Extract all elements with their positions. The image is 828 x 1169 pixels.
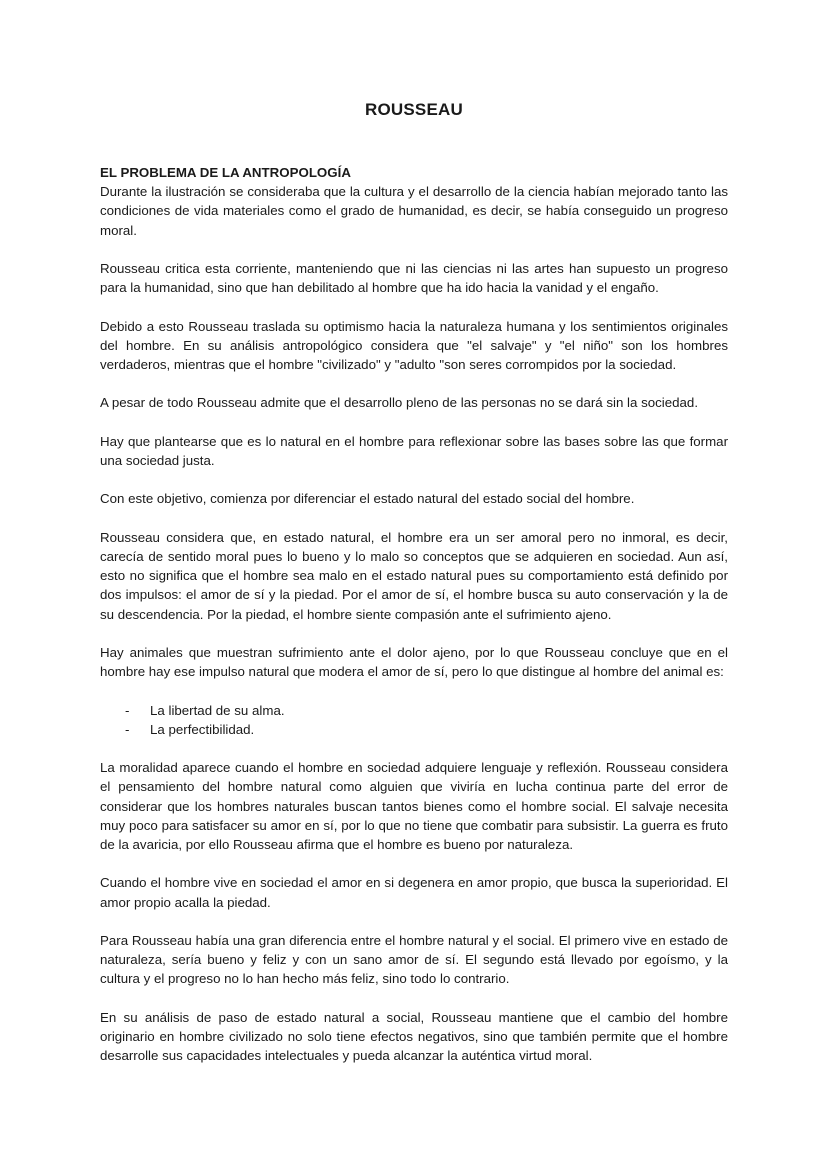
- paragraph: Hay animales que muestran sufrimiento ante el dolor ajeno, por lo que Rousseau concluye que en el hombre hay ese impulso natural que modera el amor de sí, pero lo que distingue al hombre del animal es:: [100, 644, 728, 680]
- paragraph: Debido a esto Rousseau traslada su optimismo hacia la naturaleza humana y los sentimientos originales del hombre. En su análisis antropológico considera que "el salvaje" y "el niño" son los hombres verdaderos, mientras que el hombre "civilizado" y "adulto "son seres corrompidos por la sociedad.: [100, 318, 728, 372]
- paragraph: Con este objetivo, comienza por diferenciar el estado natural del estado social del hombre.: [100, 491, 635, 507]
- paragraph: La moralidad aparece cuando el hombre en sociedad adquiere lenguaje y reflexión. Rousseau considera el pensamiento del hombre natural como alguien que viviría en lucha continua parte del error de considerar que los hombres naturales buscan tantos bienes como el hombre social. El salvaje necesita muy poco para satisfacer su amor en sí, por lo que no tiene que combatir para subsistir. La guerra es fruto de la avaricia, por ello Rousseau afirma que el hombre es bueno por naturaleza.: [100, 760, 728, 852]
- document-title: ROUSSEAU: [365, 100, 463, 119]
- bullet-marker: -: [125, 721, 130, 737]
- paragraph: Para Rousseau había una gran diferencia entre el hombre natural y el social. El primero vive en estado de naturaleza, sería bueno y feliz y con un sano amor de sí. El segundo está llevado por egoísmo, y la cultura y el progreso no lo han hecho más feliz, sino todo lo contrario.: [100, 932, 728, 987]
- paragraph: Durante la ilustración se consideraba que la cultura y el desarrollo de la ciencia habían mejorado tanto las condiciones de vida materiales como el grado de humanidad, es decir, se había conseguido un progreso moral.: [100, 184, 728, 238]
- paragraph: A pesar de todo Rousseau admite que el desarrollo pleno de las personas no se dará sin la sociedad.: [100, 395, 699, 411]
- bullet-list: [100, 701, 728, 739]
- paragraph: Rousseau considera que, en estado natural, el hombre era un ser amoral pero no inmoral, es decir, carecía de sentido moral pues lo bueno y lo malo so conceptos que se adquieren en sociedad. Aun así, esto no significa que el hombre sea malo en el estado natural pues su comportamiento está definido por dos impulsos: el amor de sí y la piedad. Por el amor de sí, el hombre busca su auto conservación y la de su descendencia. Por la piedad, el hombre siente compasión ante el sufrimiento ajeno.: [100, 529, 728, 622]
- bullet-marker: -: [125, 702, 130, 718]
- section-heading: EL PROBLEMA DE LA ANTROPOLOGÍA: [100, 165, 351, 180]
- list-item: [100, 720, 728, 739]
- paragraph: Cuando el hombre vive en sociedad el amor en si degenera en amor propio, que busca la superioridad. El amor propio acalla la piedad.: [100, 875, 728, 910]
- paragraph: En su análisis de paso de estado natural a social, Rousseau mantiene que el cambio del hombre originario en hombre civilizado no solo tiene efectos negativos, sino que también permite que el hombre desarrolle sus capacidades intelectuales y pueda alcanzar la auténtica virtud moral.: [100, 1009, 728, 1064]
- document-body: [100, 163, 728, 1085]
- paragraph: Hay que plantearse que es lo natural en el hombre para reflexionar sobre las bases sobre las que formar una sociedad justa.: [100, 433, 728, 468]
- paragraph: Rousseau critica esta corriente, manteniendo que ni las ciencias ni las artes han supuesto un progreso para la humanidad, sino que han debilitado al hombre que ha ido hacia la vanidad y el engaño.: [100, 261, 728, 296]
- list-item-text: La libertad de su alma.: [150, 702, 285, 718]
- list-item-text: La perfectibilidad.: [150, 721, 255, 737]
- list-item: [100, 701, 728, 720]
